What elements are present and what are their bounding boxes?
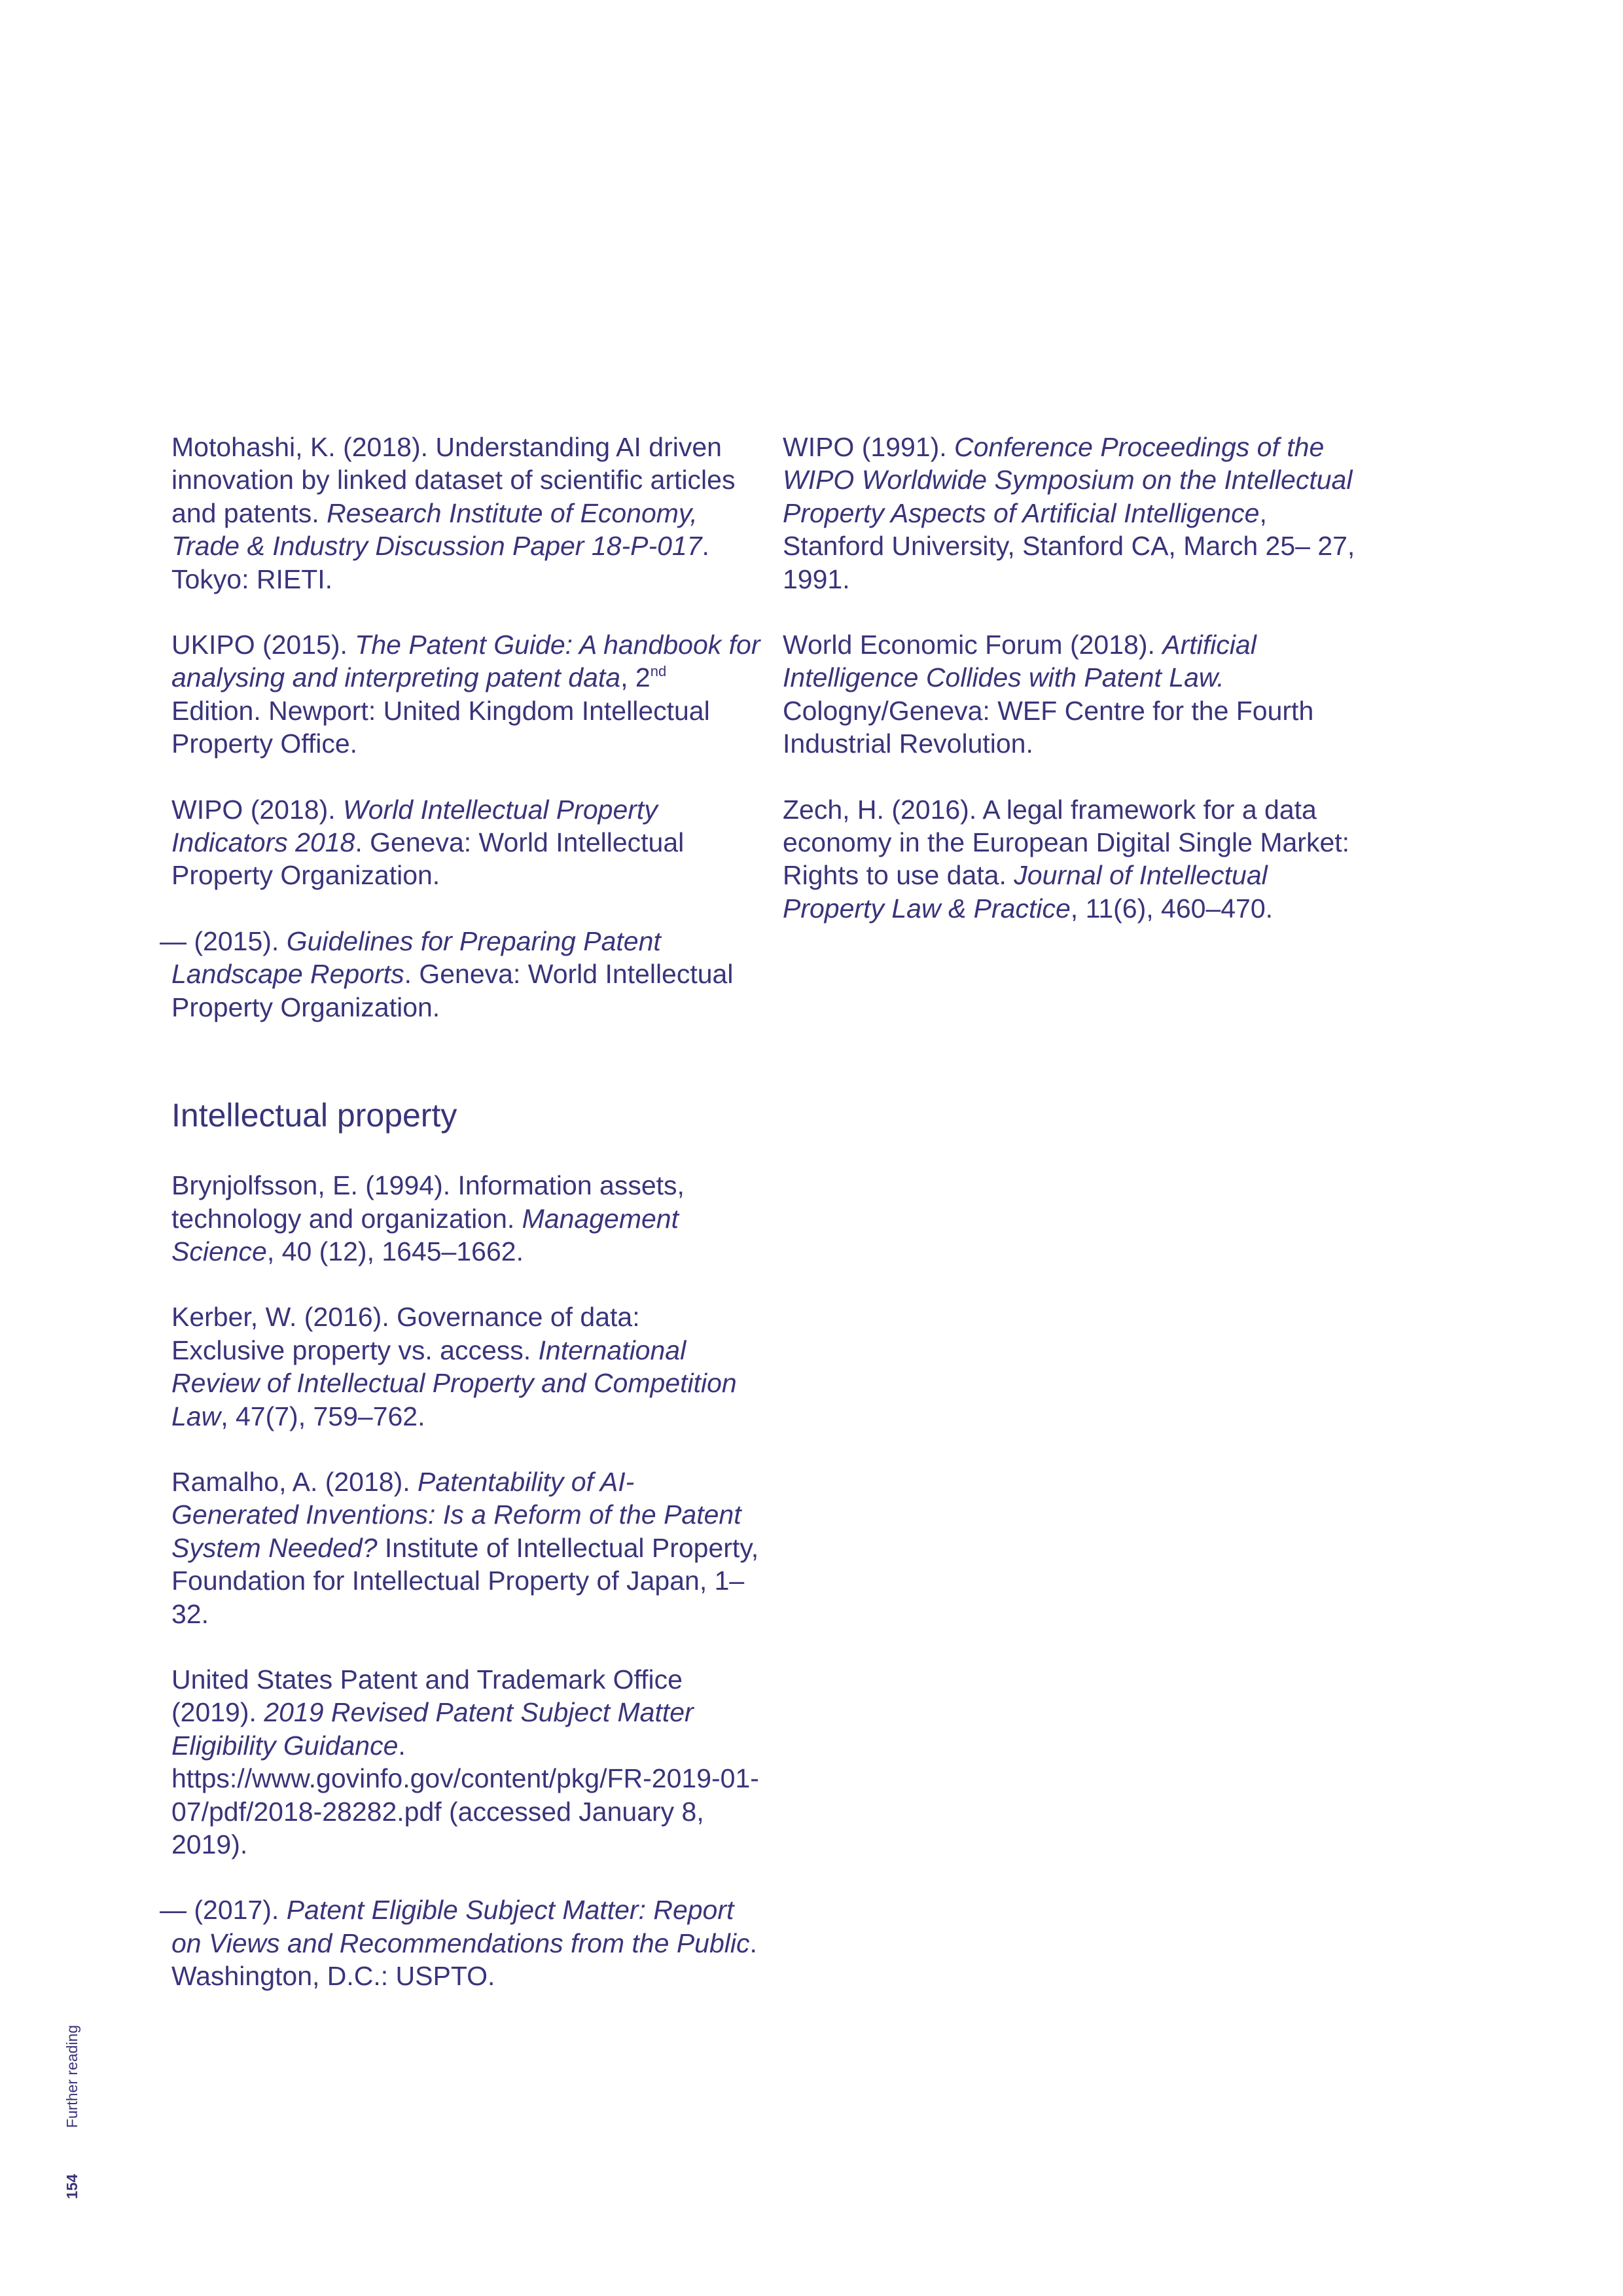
right-column <box>783 431 1372 958</box>
reference-title: The Patent Guide: A handbook for analysing and interpreting patent data <box>171 630 760 693</box>
reference-uspto-2019 <box>171 1663 760 1861</box>
reference-title: Research Institute of Economy, Trade & Industry Discussion Paper 18-P-017 <box>171 497 702 562</box>
reference-title: Management Science <box>171 1203 679 1266</box>
reference-wipo-2015 <box>160 925 760 1024</box>
reference-wipo-1991 <box>783 431 1372 596</box>
reference-list <box>783 431 1372 925</box>
reference-text: . Geneva: World Intellectual Property Organization. <box>171 827 685 891</box>
reference-text: Zech, H. (2016). A legal framework for a data economy in the European Digital Single Market: Rights to use data. <box>783 794 1350 891</box>
reference-text: Institute of Intellectual Property, Foundation for Intellectual Property of Japan, 1–32. <box>171 1532 759 1629</box>
reference-text: , 47(7), 759–762. <box>221 1401 425 1431</box>
reference-zech <box>783 793 1372 925</box>
reference-text: — (2017). <box>160 1895 287 1926</box>
reference-wipo-2018 <box>171 793 760 892</box>
reference-wef <box>783 628 1372 761</box>
reference-text: , 2 <box>620 662 651 693</box>
reference-text: UKIPO (2015). <box>171 630 355 660</box>
page-number: 154 <box>63 2174 80 2199</box>
reference-text: Ramalho, A. (2018). <box>171 1466 418 1497</box>
reference-text: Kerber, W. (2016). Governance of data: Exclusive property vs. access. <box>171 1302 640 1365</box>
reference-text: Motohashi, K. (2018). Understanding AI driven innovation by linked dataset of scientific articles and patents. <box>171 432 736 528</box>
reference-uspto-2017 <box>160 1893 760 1992</box>
reference-title: World Intellectual Property Indicators 2018 <box>171 794 658 858</box>
reference-title: Patent Eligible Subject Matter: Report on Views and Recommendations from the Public <box>171 1895 750 1958</box>
reference-text: World Economic Forum (2018). <box>783 630 1163 660</box>
reference-text: — (2015). <box>160 925 287 956</box>
reference-text: . Geneva: World Intellectual Property Organization. <box>171 959 734 1022</box>
reference-text: WIPO (1991). <box>783 432 955 462</box>
reference-text: Cologny/Geneva: WEF Centre for the Fourth Industrial Revolution. <box>783 695 1314 759</box>
reference-text: nd <box>650 663 667 680</box>
running-section-label: Further reading <box>63 2024 80 2128</box>
reference-title: Conference Proceedings of the WIPO Worldwide Symposium on the Intellectual Property Aspects of Artificial Intelligence <box>783 432 1353 528</box>
reference-text: , Stanford University, Stanford CA, March 25– 27, 1991. <box>783 497 1355 594</box>
reference-title: Guidelines for Preparing Patent Landscape Reports <box>171 925 661 990</box>
reference-kerber <box>171 1300 760 1433</box>
reference-ukipo <box>171 628 760 761</box>
reference-title: Journal of Intellectual Property Law & Practice <box>783 860 1268 924</box>
reference-text: United States Patent and Trademark Office (2019). <box>171 1664 683 1728</box>
reference-title: Patentability of AI-Generated Inventions: Is a Reform of the Patent System Needed? <box>171 1466 741 1563</box>
section-heading: Intellectual property <box>171 1097 457 1134</box>
reference-motohashi <box>171 431 760 596</box>
reference-text: , 40 (12), 1645–1662. <box>266 1236 524 1266</box>
reference-title: Artificial Intelligence Collides with Patent Law. <box>783 630 1257 693</box>
reference-list <box>160 431 760 1024</box>
reference-text: , 11(6), 460–470. <box>1070 893 1274 924</box>
reference-title: International Review of Intellectual Property and Competition Law <box>171 1335 737 1431</box>
reference-text: . Tokyo: RIETI. <box>171 531 709 594</box>
left-column <box>160 431 760 2026</box>
reference-list <box>160 1169 760 1993</box>
reference-text: WIPO (2018). <box>171 794 344 825</box>
reference-ramalho <box>171 1465 760 1630</box>
reference-text: . https://www.govinfo.gov/content/pkg/FR-2019-01-07/pdf/2018-28282.pdf (accessed January 8, 2019). <box>171 1730 759 1859</box>
page-footer <box>63 2025 81 2199</box>
reference-title: 2019 Revised Patent Subject Matter Eligibility Guidance <box>171 1697 694 1761</box>
reference-text: Brynjolfsson, E. (1994). Information assets, technology and organization. <box>171 1170 685 1234</box>
reference-brynjolfsson <box>171 1169 760 1268</box>
reference-text: Edition. Newport: United Kingdom Intellectual Property Office. <box>171 695 710 759</box>
reference-text: . Washington, D.C.: USPTO. <box>171 1928 757 1992</box>
